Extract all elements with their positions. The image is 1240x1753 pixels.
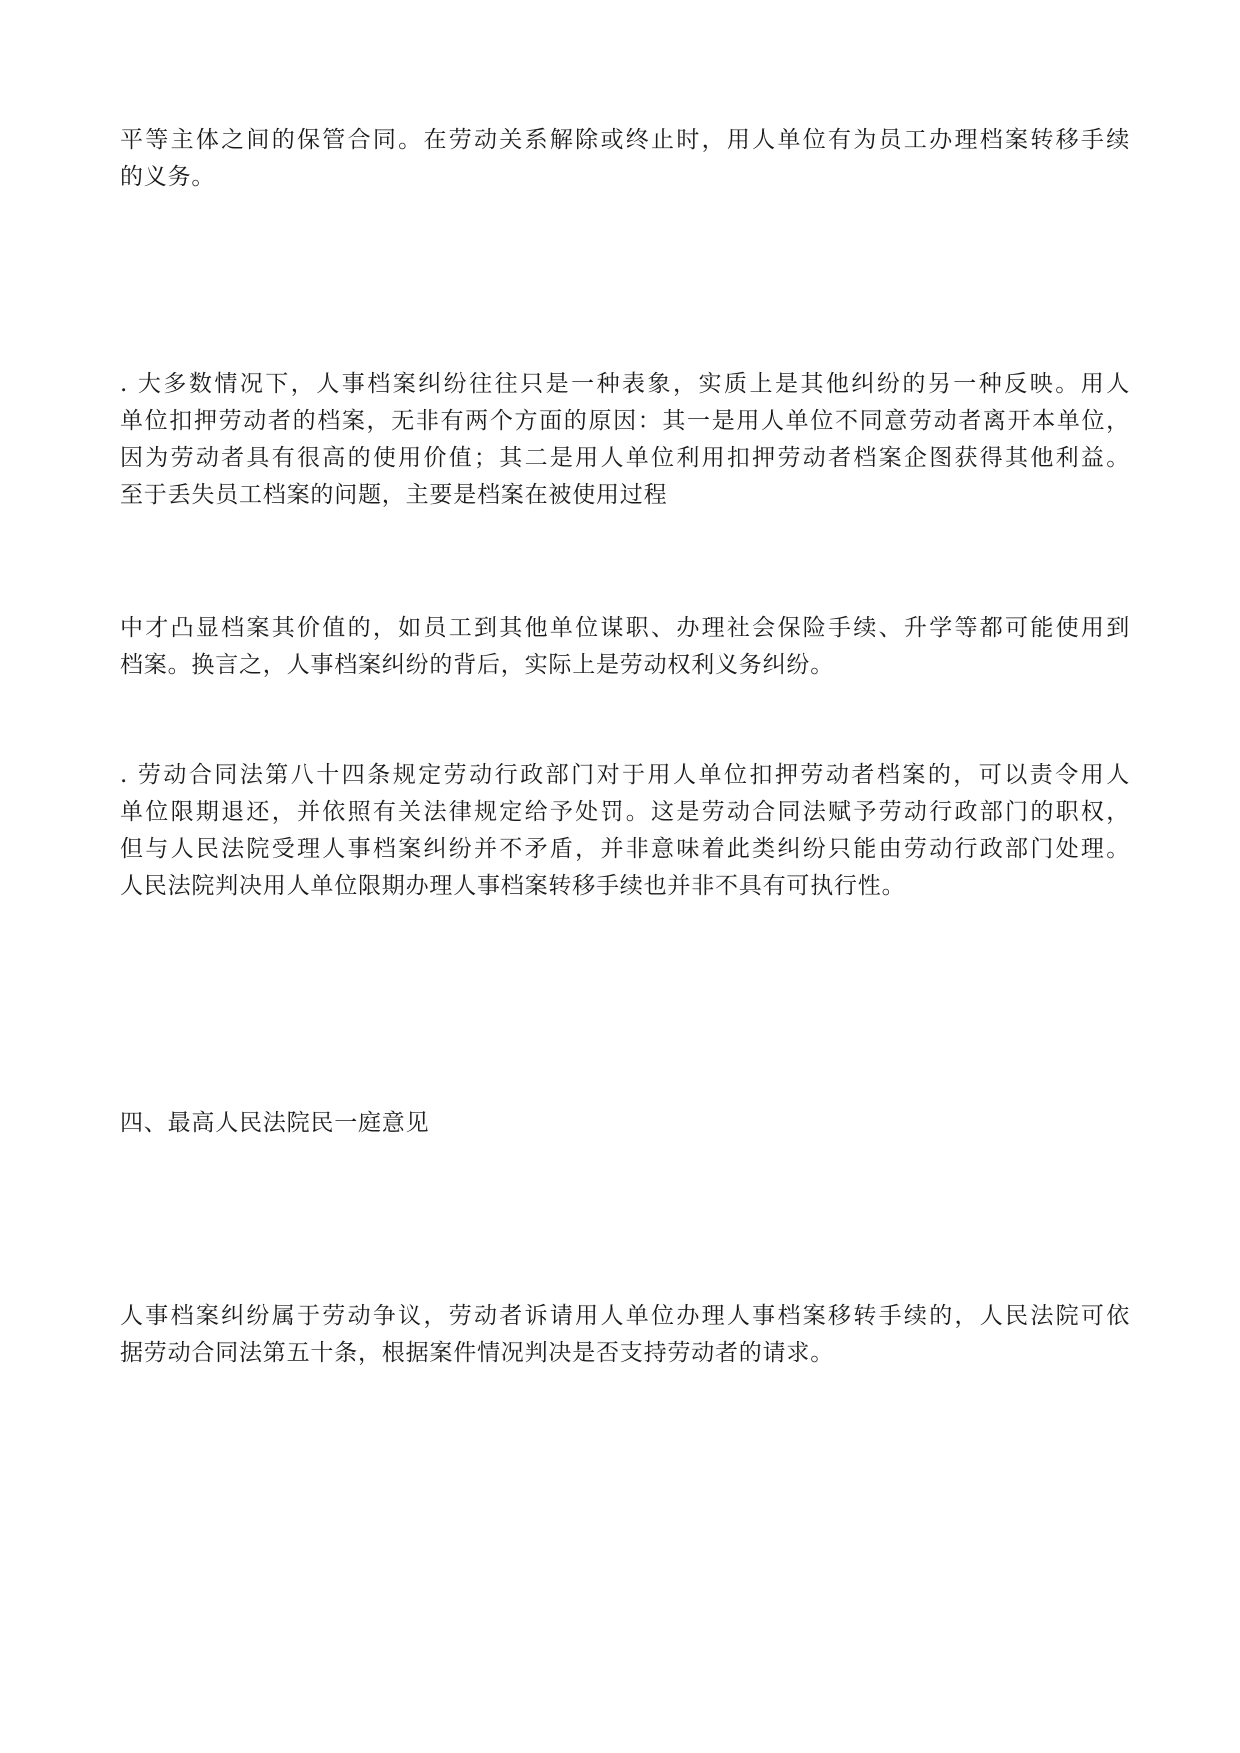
paragraph-court-opinion <box>120 1298 1130 1372</box>
text-line: 的义务。 <box>120 164 216 190</box>
text-line: 但与人民法院受理人事档案纠纷并不矛盾，并非意味着此类纠纷只能由劳动行政部门处理。 <box>120 836 1130 862</box>
section-heading <box>120 1105 1130 1142</box>
text-line: . 劳动合同法第八十四条规定劳动行政部门对于用人单位扣押劳动者档案的，可以责令用人 <box>120 762 1130 788</box>
paragraph-archive-value <box>120 610 1130 684</box>
text-line: 中才凸显档案其价值的，如员工到其他单位谋职、办理社会保险手续、升学等都可能使用到 <box>120 615 1130 641</box>
text-line: 平等主体之间的保管合同。在劳动关系解除或终止时，用人单位有为员工办理档案转移手续 <box>120 127 1130 153</box>
text-line: 单位扣押劳动者的档案，无非有两个方面的原因：其一是用人单位不同意劳动者离开本单位， <box>120 408 1130 434</box>
text-line: 据劳动合同法第五十条，根据案件情况判决是否支持劳动者的请求。 <box>120 1340 834 1366</box>
text-line: 单位限期退还，并依照有关法律规定给予处罚。这是劳动合同法赋予劳动行政部门的职权， <box>120 799 1130 825</box>
text-line: 至于丢失员工档案的问题，主要是档案在被使用过程 <box>120 482 668 508</box>
text-line: 人事档案纠纷属于劳动争议，劳动者诉请用人单位办理人事档案移转手续的，人民法院可依 <box>120 1303 1130 1329</box>
text-line: . 大多数情况下，人事档案纠纷往往只是一种表象，实质上是其他纠纷的另一种反映。用人 <box>120 371 1130 397</box>
text-line: 档案。换言之，人事档案纠纷的背后，实际上是劳动权利义务纠纷。 <box>120 652 834 678</box>
paragraph-dispute-appearance <box>120 366 1130 514</box>
heading-text: 四、最高人民法院民一庭意见 <box>120 1110 430 1136</box>
paragraph-article-84 <box>120 757 1130 905</box>
text-line: 人民法院判决用人单位限期办理人事档案转移手续也并非不具有可执行性。 <box>120 873 906 899</box>
text-line: 因为劳动者具有很高的使用价值；其二是用人单位利用扣押劳动者档案企图获得其他利益。 <box>120 445 1130 471</box>
paragraph-custody-contract <box>120 122 1130 196</box>
